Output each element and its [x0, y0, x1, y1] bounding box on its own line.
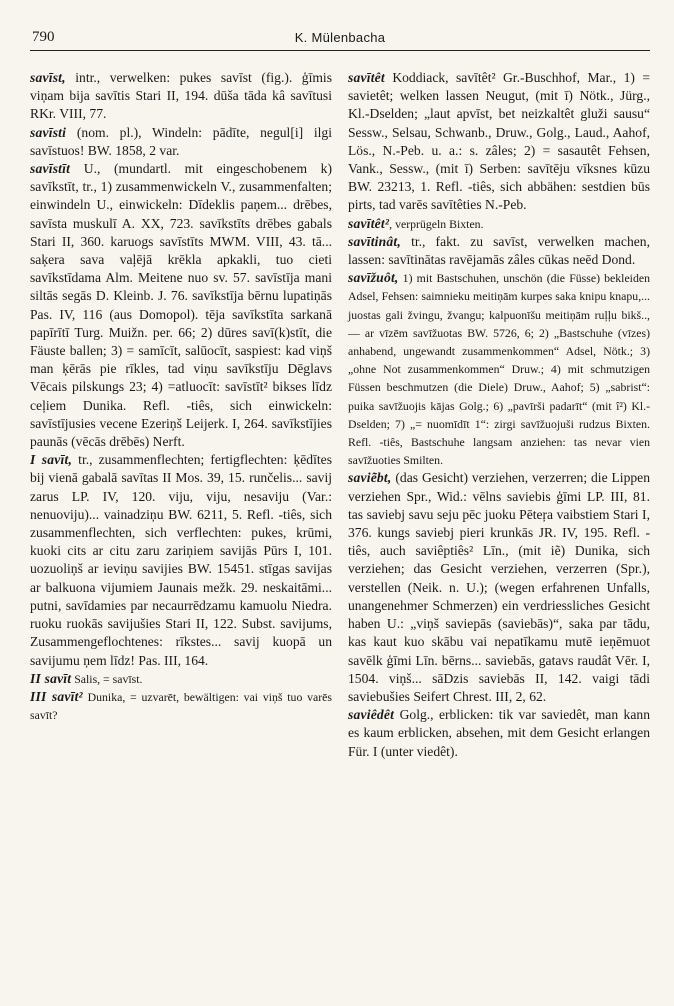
- entry-headword: savītinât,: [348, 233, 401, 249]
- entry-text: 1) mit Bastschuhen, unschön (die Füsse) bekleiden Adsel, Fehsen: saimnieku meitiņām kurpes saka knipu knapu,... juostas gali žvingu, žvangu; kalpuonīšu meitiņām ruļļu bikš.., — ar vīzēm savīžuotas BW. 5726, 6; 2) „Bastschuhe (vīzes) anhabend, ungewandt zusammenkommen“ Adsel, Nötk.; 3) „ohne Not zusammenkommen“ Druw.; 4) mit schmutzigen Füssen beschmutzen (die Diele) Druw., Aahof; 5) „sabrist“: puika savīžuojis kājas Golg.; 6) „pavīrši padarīt“ (mit î²) Kl.-Dselden; 7) „= nuomīdīt 1“: zirgi savīžuojuši rudzus Bixten. Refl. -tiês, Bastschuhe langsam anziehen: tas nevar vien savīžuoties Smilten.: [348, 271, 650, 468]
- dictionary-entry: [348, 469, 650, 706]
- page-header: [30, 26, 650, 51]
- dictionary-entry: [30, 670, 332, 688]
- entry-text: U., (mundartl. mit eingeschobenem k) savīkstīt, tr., 1) zusammenwickeln V., zusammenfalten; einwindeln U., einwickeln: Dīdeklis paņem... drēbes, savīsta muskulī A. XX, 723. savīkstīts drēbes gabals Stari II, 360. karuogs savīstīts MWM. VIII, 43. tā... saķera sava vaļējā krēkla apkakli, tuo cieti savīkstīdama Alm. Meitene nuo sv. 57. savīstīja mani siltās segās D. Kleinb. J. 76. savīkstīja bērnu lupatiņās Pas. IV, 116 (aus Domopol). tēja savīkstīta sarkanā papīrītī Turg. Muižn. per. 66; 2) dūres savī(k)stīt, die Fäuste ballen; 3) = samīcīt, salūocīt, saspiest: kad viņš man ķērās pie rīkles, tad viņu savīkstīju Dēglavs Vēcais pilskungs 23; 4) =atluocīt: savīstīt² bikses līdz ceļiem Dunika. Refl. -tiês, sich einwickeln: savīstījusies vecene Ezeriņš Leijerk. I, 264. savīkstījies paunās (vēcās drēbēs) Nerft.: [30, 161, 332, 450]
- left-column: [30, 69, 332, 761]
- dictionary-entry: [348, 233, 650, 269]
- entry-headword: saviẽbt,: [348, 470, 392, 486]
- dictionary-entry: [30, 124, 332, 160]
- dictionary-entry: [348, 706, 650, 761]
- entry-text: tr., zusammenflechten; fertigflechten: ķēdītes bij vienā gabalā savītas II Mos. 39, 15. runčelis... savij zarus LP. IV, 120. viju, viju, nesaviju (Var.: nenuoviju)... vainadziņu BW. 6211, 5. Refl. -tiês, sich zusammenflechten, sich verflechten: pukes, krūmi, kuoki cits ar citu zaru zariņiem savijās Pūrs I, 101. uozuoliņš ar ieviņu savijies BW. 15451. stīgas savijas ar balkuona vijumiem Jaunais mežk. 29. neskaitāmi... putni, savīdamies par necaurrēdzamu kamuolu Niedra. ruoku ruokās savijušies Stari II, 122. Subst. savijums, Zusammengeflochtenes: rīkstes... savij kuopā un savijumu ņem līdz! Pas. III, 164.: [30, 452, 332, 668]
- entry-headword: savītêt²: [348, 215, 390, 231]
- entry-text: Salis, = savīst.: [71, 671, 143, 686]
- entry-text: Dunika, = uzvarēt, bewältigen: vai viņš tuo varēs savīt?: [30, 689, 332, 723]
- dictionary-entry: [30, 160, 332, 451]
- running-title: K. Mülenbacha: [294, 30, 386, 45]
- dictionary-entry: [348, 69, 650, 215]
- entry-text: , verprügeln Bixten.: [389, 216, 484, 231]
- entry-text: intr., verwelken: pukes savīst (fig.). ģīmis viņam bija savītis Stari II, 194. dūša tāda kâ savītusi RKr. VIII, 77.: [30, 70, 332, 122]
- entry-headword: I savīt,: [30, 452, 73, 468]
- dictionary-entry: [348, 215, 650, 233]
- entry-headword: savīst,: [30, 70, 66, 85]
- entry-text: (das Gesicht) verziehen, verzerren; die Lippen verziehen Spr., Wid.: vēlns saviebis ģīmi LP. III, 81. tas saviebj savu seju pēc juoku Pēteŗa vaibstiem Stari I, 376. kungs saviebj pieri krunkās JR. IV, 195. Refl. -tiês, auch saviêptiês² Līn., (mit iẽ) Dunika, sich verziehen; das Gesicht verziehen, verzerren (Spr.), verstellen (Neik. n. U.); (wegen erfahrenen Unfalls, unangenehmer Schmerzen) ein verdriessliches Gesicht haben U.: „viņš saviepās (saviebās)“, saka par tādu, kas kaut kuo skābu vai nepatīkamu mutē ieņēmuot savēlk ģīmi Līn. bērns... saviebās, gatavs raudât Vēr. I, 1504. viņš... sāDzis saviebās II, 142. vaigi tādi saviebušies Seifert Chrest. III, 2, 62.: [348, 470, 650, 704]
- entry-text: Golg., erblicken: tik var saviedêt, man kann es kaum erblicken, absehen, mit dem Gesicht erlangen Für. I (unter viedêt).: [348, 707, 650, 759]
- dictionary-entry: [348, 269, 650, 469]
- entry-headword: III savīt²: [30, 688, 83, 704]
- entry-headword: savīstīt: [30, 161, 71, 177]
- entry-text: (nom. pl.), Windeln: pādīte, negul[i] ilgi savīstuos! BW. 1858, 2 var.: [30, 124, 332, 158]
- entry-text: Koddiack, savītêt² Gr.-Buschhof, Mar., 1) = savietêt; welken lassen Neugut, (mit ī) Nötk., Jürg., Kl.-Dselden; „laut apvīst, bet neizkaltêt gluži sausu“ Sessw., Selsau, Schwanb., Druw., Golg., Laud., Aahof, Lös., N.-Peb. u. a.: s. zâles; 2) = sasautêt Fehsen, Vank., Sessw., (mit ī) Serben: savītēju vīksnes kūzu BW. 23213, 1. Refl. -tiês, sich abbähen: sestdien būs pirts, tad varēs savītêties N.-Peb.: [348, 70, 650, 213]
- dictionary-entry: [30, 451, 332, 669]
- text-columns: [30, 69, 650, 761]
- entry-headword: II savīt: [30, 670, 72, 686]
- dictionary-entry: [30, 69, 332, 124]
- right-column: [348, 69, 650, 761]
- entry-headword: savīsti: [30, 124, 67, 140]
- entry-text: tr., fakt. zu savīst, verwelken machen, lassen: savītinātas ravējamās zâles cūkas neēd Dond.: [348, 233, 650, 268]
- page-number: 790: [32, 29, 55, 45]
- entry-headword: savītêt: [348, 70, 385, 85]
- entry-headword: saviêdêt: [348, 707, 395, 723]
- dictionary-entry: [30, 688, 332, 724]
- entry-headword: savīžuôt,: [348, 270, 399, 286]
